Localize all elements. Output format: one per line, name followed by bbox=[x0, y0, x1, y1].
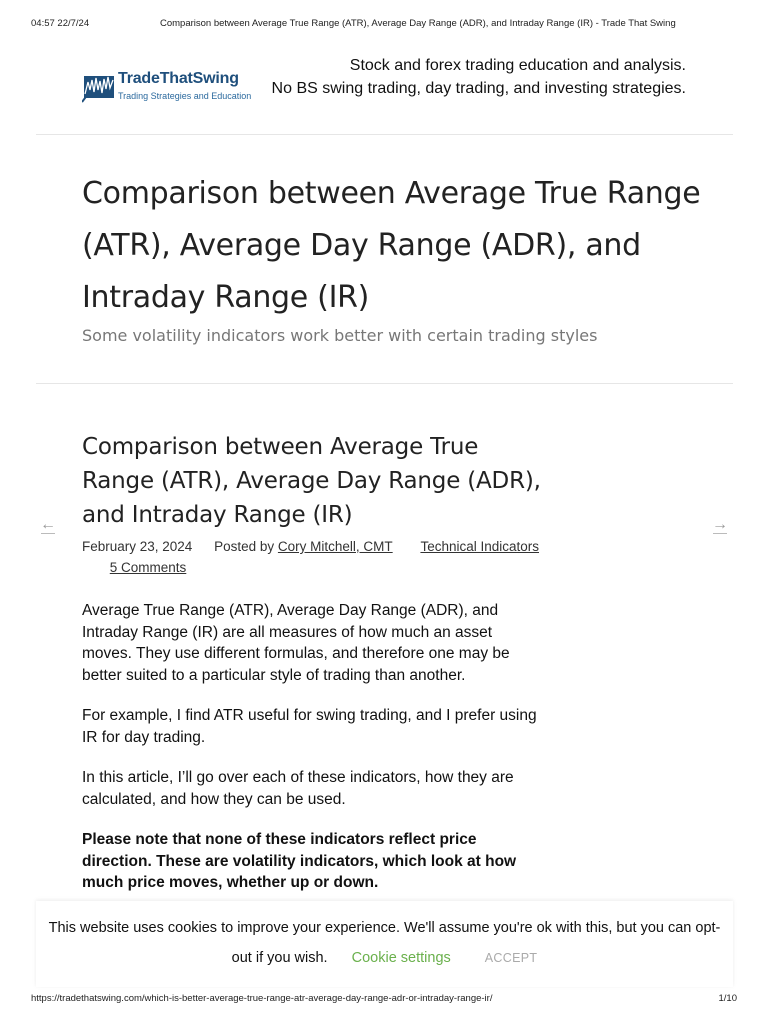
cookie-settings-link[interactable]: Cookie settings bbox=[351, 950, 451, 966]
previous-post-link[interactable] bbox=[40, 516, 56, 534]
site-description-line-2: No BS swing trading, day trading, and investing strategies. bbox=[271, 80, 686, 97]
print-header bbox=[0, 18, 768, 32]
category-link[interactable]: Technical Indicators bbox=[420, 539, 539, 554]
left-arrow-icon: ← bbox=[40, 516, 56, 533]
cookie-message-wrap bbox=[36, 901, 733, 973]
chart-logo-icon bbox=[82, 68, 116, 104]
article-paragraph: In this article, I’ll go over each of these indicators, how they are calculated, and how they can be used. bbox=[82, 769, 514, 808]
site-description bbox=[272, 54, 686, 100]
article-paragraph: For example, I find ATR useful for swing trading, and I prefer using IR for day trading. bbox=[82, 707, 537, 746]
site-description-line-1: Stock and forex trading education and analysis. bbox=[349, 57, 686, 74]
right-arrow-icon: → bbox=[712, 516, 728, 533]
article-meta bbox=[82, 536, 542, 578]
page-subtitle: Some volatility indicators work better with certain trading styles bbox=[82, 326, 598, 345]
site-logo-tagline: Trading Strategies and Education bbox=[118, 91, 252, 101]
cookie-accept-button[interactable]: ACCEPT bbox=[484, 951, 538, 965]
article-note: Please note that none of these indicators reflect price direction. These are volatility indicators, which look at how much price moves, whether up or down. bbox=[82, 831, 517, 891]
print-timestamp: 04:57 22/7/24 bbox=[31, 18, 90, 29]
print-footer bbox=[0, 993, 768, 1007]
next-post-link[interactable] bbox=[712, 516, 728, 534]
print-document-title: Comparison between Average True Range (ATR), Average Day Range (ADR), and Intraday Range (IR) - Trade That Swing bbox=[160, 18, 676, 29]
print-page-number: 1/10 bbox=[718, 993, 737, 1004]
post-date: February 23, 2024 bbox=[82, 539, 193, 554]
title-divider bbox=[36, 383, 733, 384]
print-url: https://tradethatswing.com/which-is-better-average-true-range-atr-average-day-range-adr-or-intraday-range-ir/ bbox=[31, 993, 493, 1004]
page-title: Comparison between Average True Range (ATR), Average Day Range (ADR), and Intraday Range (IR) bbox=[82, 176, 701, 315]
author-link[interactable]: Cory Mitchell, CMT bbox=[277, 539, 393, 554]
cookie-consent-bar bbox=[36, 901, 733, 987]
article bbox=[82, 430, 542, 913]
site-logo-name: TradeThatSwing bbox=[118, 70, 239, 87]
site-logo-link[interactable] bbox=[82, 66, 254, 108]
header-divider bbox=[36, 134, 733, 135]
article-paragraph: Average True Range (ATR), Average Day Range (ADR), and Intraday Range (IR) are all measures of how much an asset moves. They use different formulas, and therefore one may be better suited to a particular style of trading than another. bbox=[82, 602, 510, 684]
posted-by-label: Posted by bbox=[214, 539, 275, 554]
article-body bbox=[82, 600, 542, 894]
article-title: Comparison between Average True Range (ATR), Average Day Range (ADR), and Intraday Range (IR) bbox=[82, 434, 541, 528]
site-header bbox=[0, 48, 768, 118]
cookie-message: This website uses cookies to improve your experience. We'll assume you're ok with this, but you can opt-out if you wish. bbox=[48, 920, 721, 966]
comments-link[interactable]: 5 Comments bbox=[109, 560, 187, 575]
